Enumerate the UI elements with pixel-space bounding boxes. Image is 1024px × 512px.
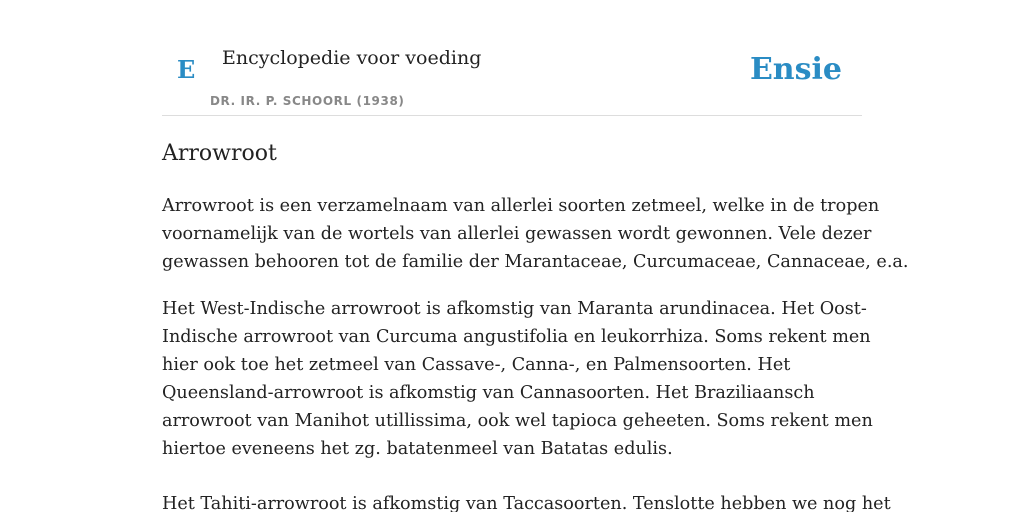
paragraph-line: Het Tahiti-arrowroot is afkomstig van Taccasoorten. Tenslotte hebben we nog het — [162, 494, 891, 512]
work-author: DR. IR. P. SCHOORL (1938) — [210, 94, 405, 108]
article-paragraph-1 — [162, 192, 909, 276]
ensie-brand-logo[interactable]: Ensie — [749, 52, 842, 87]
article-paragraph-2 — [162, 295, 873, 463]
work-title-link[interactable]: Encyclopedie voor voeding — [222, 47, 482, 69]
paragraph-line: voornamelijk van de wortels van allerlei gewassen wordt gewonnen. Vele dezer — [162, 224, 872, 244]
paragraph-line: Het West-Indische arrowroot is afkomstig van Maranta arundinacea. Het Oost- — [162, 299, 867, 319]
paragraph-line: arrowroot van Manihot utillissima, ook wel tapioca geheeten. Soms rekent men — [162, 411, 873, 431]
paragraph-line: Indische arrowroot van Curcuma angustifolia en leukorrhiza. Soms rekent men — [162, 327, 871, 347]
paragraph-line: Queensland-arrowroot is afkomstig van Cannasoorten. Het Braziliaansch — [162, 383, 815, 403]
article-title: Arrowroot — [162, 141, 277, 166]
encyclopedia-logo[interactable]: E — [177, 55, 196, 84]
site-header — [162, 0, 862, 116]
article-page — [162, 0, 909, 512]
article-paragraph-3 — [162, 490, 891, 512]
paragraph-line: hiertoe eveneens het zg. batatenmeel van Batatas edulis. — [162, 439, 673, 459]
paragraph-line: gewassen behooren tot de familie der Marantaceae, Curcumaceae, Cannaceae, e.a. — [162, 252, 909, 272]
paragraph-line: hier ook toe het zetmeel van Cassave-, Canna-, en Palmensoorten. Het — [162, 355, 791, 375]
paragraph-line: Arrowroot is een verzamelnaam van allerlei soorten zetmeel, welke in de tropen — [162, 196, 880, 216]
